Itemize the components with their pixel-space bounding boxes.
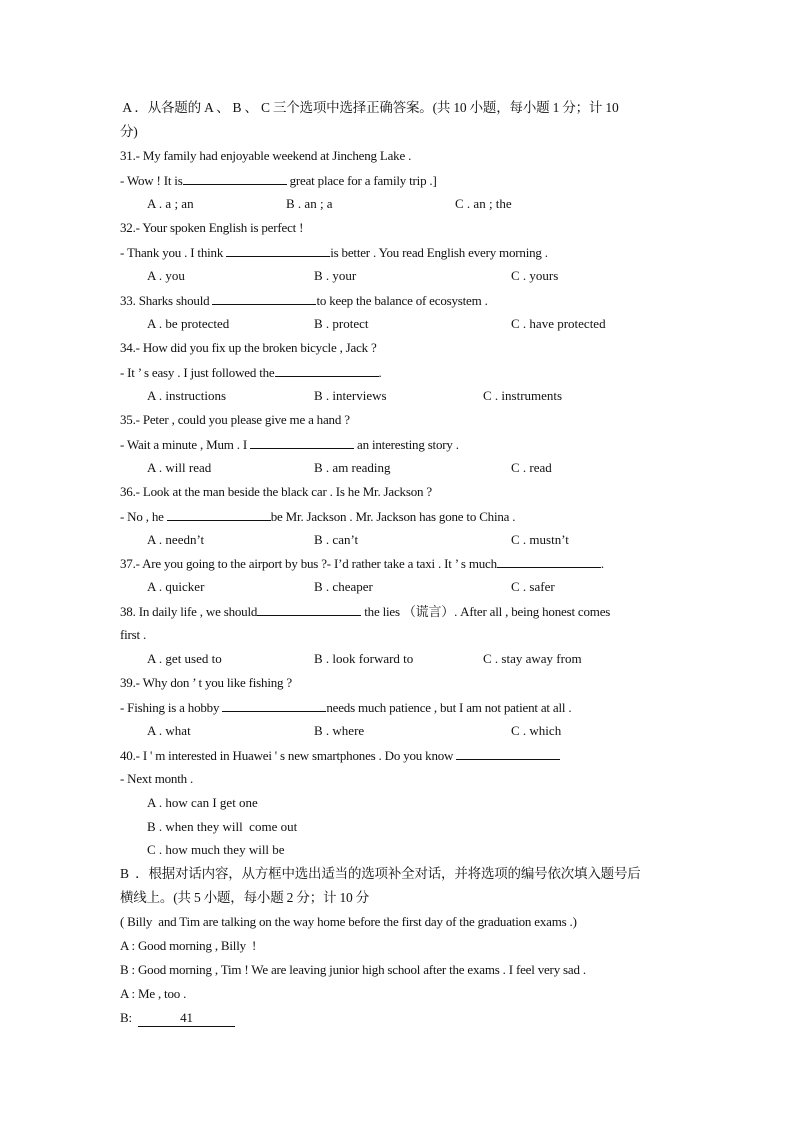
q38-option-c: C . stay away from <box>483 651 582 666</box>
section-a-header-line2: 分) <box>120 124 138 139</box>
q37-blank <box>497 555 601 568</box>
q35-text-b: an interesting story . <box>354 437 459 452</box>
q37-option-a: A . quicker <box>147 579 205 594</box>
q36-option-c: C . mustn’t <box>511 532 569 547</box>
q32-text-b: is better . You read English every morning . <box>330 245 548 260</box>
q36-text-b: be Mr. Jackson . Mr. Jackson has gone to China . <box>270 509 516 524</box>
q33-option-c: C . have protected <box>511 316 606 331</box>
q40-line1 <box>120 747 560 764</box>
q32-line2 <box>120 244 548 261</box>
q31-option-a: A . a ; an <box>147 196 194 211</box>
q35-line2 <box>120 436 459 453</box>
q32-line1: 32.- Your spoken English is perfect ! <box>120 220 304 235</box>
q34-blank <box>275 364 379 377</box>
q31-line2 <box>120 172 437 189</box>
q34-line1: 34.- How did you fix up the broken bicycle , Jack ? <box>120 340 377 355</box>
q40-text-a: 40.- I ' m interested in Huawei ' s new smartphones . Do you know <box>120 748 457 763</box>
q37-option-c: C . safer <box>511 579 555 594</box>
q35-option-b: B . am reading <box>314 460 391 475</box>
q37-text-b: . <box>600 556 604 571</box>
q38-option-b: B . look forward to <box>314 651 414 666</box>
q36-option-b: B . can’t <box>314 532 359 547</box>
q39-line2 <box>120 699 571 716</box>
q38-text-a: 38. In daily life , we should <box>120 604 258 619</box>
q34-option-b: B . interviews <box>314 388 387 403</box>
section-b-intro: ( Billy and Tim are talking on the way home before the first day of the graduation exams .) <box>120 914 577 929</box>
q33-text-b: to keep the balance of ecosystem . <box>316 293 488 308</box>
q39-text-b: needs much patience , but I am not patient at all . <box>326 700 572 715</box>
q36-line1: 36.- Look at the man beside the black car . Is he Mr. Jackson ? <box>120 484 432 499</box>
q33-option-a: A . be protected <box>147 316 230 331</box>
q31-line1: 31.- My family had enjoyable weekend at Jincheng Lake . <box>120 148 412 163</box>
section-b-header-line1: B ．根据对话内容，从方框中选出适当的选项补全对话，并将选项的编号依次填入题号后 <box>120 866 641 881</box>
q34-option-c: C . instruments <box>483 388 563 403</box>
q31-option-b: B . an ; a <box>286 196 333 211</box>
q32-option-c: C . yours <box>511 268 559 283</box>
q32-option-a: A . you <box>147 268 185 283</box>
q38-text-b: the lies （谎言）. After all , being honest comes <box>361 604 611 619</box>
section-a-header-line1: A ．从各题的 A 、 B 、 C 三个选项中选择正确答案。(共 10 小题，每小题 1 分；计 10 <box>120 100 619 115</box>
q39-option-c: C . which <box>511 723 562 738</box>
q34-line2 <box>120 364 382 381</box>
answer-blank-41: 41 <box>138 1010 235 1027</box>
q39-blank <box>222 699 326 712</box>
q31-option-c: C . an ; the <box>455 196 512 211</box>
q34-text-a: - It ’ s easy . I just followed the <box>120 365 275 380</box>
dialogue-line-3: A : Me , too . <box>120 986 187 1001</box>
q35-line1: 35.- Peter , could you please give me a hand ? <box>120 412 350 427</box>
dialogue-line-1: A : Good morning , Billy ! <box>120 938 257 953</box>
q38-line2: first . <box>120 627 147 642</box>
q35-blank <box>250 436 354 449</box>
q36-line2 <box>120 508 515 525</box>
q37-text-a: 37.- Are you going to the airport by bus ?- I’d rather take a taxi . It ’ s much <box>120 556 497 571</box>
q36-option-a: A . needn’t <box>147 532 205 547</box>
q38-blank <box>257 603 361 616</box>
q34-text-b: . <box>378 365 382 380</box>
q40-option-a: A . how can I get one <box>147 795 258 810</box>
q39-line1: 39.- Why don ’ t you like fishing ? <box>120 675 292 690</box>
q33-text-a: 33. Sharks should <box>120 293 213 308</box>
q40-option-b: B . when they will come out <box>147 819 298 834</box>
q40-line2: - Next month . <box>120 771 194 786</box>
q32-option-b: B . your <box>314 268 357 283</box>
q38-line1 <box>120 603 610 620</box>
answer-prefix: B: <box>120 1010 138 1025</box>
q36-blank <box>167 508 271 521</box>
q34-option-a: A . instructions <box>147 388 227 403</box>
section-b-header-line2: 横线上。(共 5 小题，每小题 2 分；计 10 分 <box>120 890 370 905</box>
q40-option-c: C . how much they will be <box>147 842 285 857</box>
q37-line1 <box>120 555 604 572</box>
q35-text-a: - Wait a minute , Mum . I <box>120 437 250 452</box>
q31-blank <box>183 172 287 185</box>
q33-blank <box>212 292 316 305</box>
q40-blank <box>456 747 560 760</box>
dialogue-line-2: B : Good morning , Tim ! We are leaving junior high school after the exams . I feel very sad . <box>120 962 586 977</box>
q39-option-b: B . where <box>314 723 365 738</box>
q39-text-a: - Fishing is a hobby <box>120 700 223 715</box>
q39-option-a: A . what <box>147 723 191 738</box>
q31-text-a: - Wow ! It is <box>120 173 183 188</box>
q32-text-a: - Thank you . I think <box>120 245 227 260</box>
q33-line1 <box>120 292 488 309</box>
q38-option-a: A . get used to <box>147 651 222 666</box>
q33-option-b: B . protect <box>314 316 369 331</box>
q32-blank <box>226 244 330 257</box>
q37-option-b: B . cheaper <box>314 579 373 594</box>
q36-text-a: - No , he <box>120 509 167 524</box>
q35-option-a: A . will read <box>147 460 212 475</box>
dialogue-answer-41 <box>120 1010 235 1027</box>
q31-text-b: great place for a family trip .] <box>286 173 437 188</box>
q35-option-c: C . read <box>511 460 552 475</box>
